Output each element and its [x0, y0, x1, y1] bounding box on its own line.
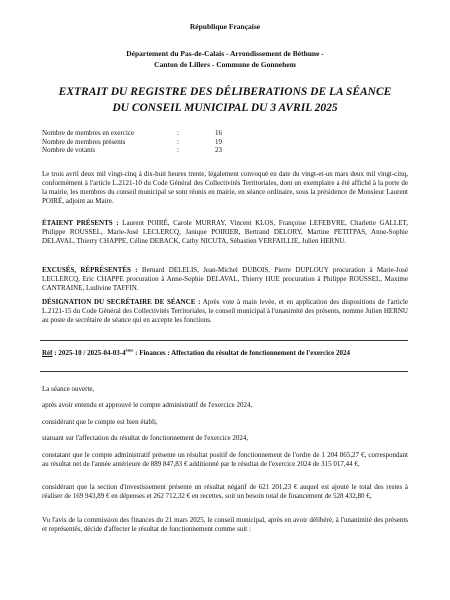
ref-value: : 2025-10 / 2025-04-03-4	[52, 349, 126, 357]
department-line-1: Département du Pas-de-Calais - Arrondissement de Béthune -	[126, 49, 324, 58]
department-line-2: Canton de Lillers - Commune de Gonnehem	[154, 60, 296, 69]
ref-sup: ème	[125, 347, 134, 353]
separator-bottom	[40, 371, 408, 372]
members-label: Nombre de membres présents	[42, 137, 126, 146]
present-label: ÉTAIENT PRÉSENTS :	[42, 219, 119, 227]
body-line: considérant que le compte est bien établi,	[42, 418, 158, 426]
ref-after: :	[133, 349, 140, 357]
body-paragraph-result: constatant que le compte administratif présente un résultat positif de fonctionnement de l'ordre de 1 204 865,27 €, correspondant au résultat net de l'année antérieure de 889 847,83 € additionné par le résultat de l'exercice 2024 de 315 017,44 €,	[42, 451, 408, 468]
members-sep: :	[177, 137, 179, 146]
members-row	[42, 146, 222, 155]
separator-top	[40, 340, 408, 341]
members-value: 19	[215, 137, 222, 146]
body-line: La séance ouverte,	[42, 385, 95, 393]
excused-paragraph	[42, 266, 408, 293]
title-line-1: EXTRAIT DU REGISTRE DES DÉLIBERATIONS DE LA SÉANCE	[58, 86, 392, 98]
members-sep: :	[177, 129, 179, 137]
excused-list: Bernard DELELIS, Jean-Michel DUBOIS, Pierre DUPLOUY procuration à Marie-José LECLERCQ, Eric CHAPPE procuration à Anne-Sophie DELAVAL, Thierry HUE procuration à Philippe ROUSSEL, Maxime CANTRAINE, Ludivine TAFFIN.	[42, 266, 408, 292]
present-paragraph	[42, 219, 408, 246]
members-label: Nombre de membres en exercice	[42, 129, 135, 137]
members-row	[42, 129, 222, 138]
members-table	[42, 129, 222, 155]
secretary-label: DÉSIGNATION DU SECRÉTAIRE DE SÉANCE :	[42, 298, 201, 306]
secretary-text: Après vote à main levée, et en application des dispositions de l'article L.2121-15 du Code Général des Collectivités Territoriales, le conseil municipal à l'unanimité des présents, nomme Julien HERNU au poste de secrétaire de séance qui en accepte les fonctions.	[42, 298, 408, 324]
members-value: 16	[215, 129, 222, 137]
members-value: 23	[215, 146, 222, 154]
present-list: Laurent POIRÉ, Carole MURRAY, Vincent KLOS, Françoise LEFEBVRE, Charlette GALLET, Philippe ROUSSEL, Marie-José LECLERCQ, Janique POIRIER, Bertrand DELORY, Martine PETITPAS, Anne-Sophie DELAVAL, Thierry CHAPPE, Céline DEBACK, Cathy NICUTA, Sébastien VERFAILLIE, Julien HERNU.	[42, 219, 408, 245]
deliberation-subject: Finances : Affectation du résultat de fonctionnement de l'exercice 2024	[139, 349, 351, 357]
ref-label: Réf	[42, 349, 53, 357]
secretary-paragraph	[42, 298, 408, 325]
members-row	[42, 138, 222, 147]
body-paragraph-decision: Vu l'avis de la commission des finances du 21 mars 2025, le conseil municipal, après en avoir délibéré, à l'unanimité des présents et représentés, décide d'affecter le résultat de fonctionnement comme suit :	[42, 516, 408, 533]
body-line: après avoir entendu et approuvé le compte administratif de l'exercice 2024,	[42, 401, 253, 409]
body-paragraph-investment: considérant que la section d'investissement présente un résultat négatif de 621 201,23 € auquel est ajouté le total des restes à réaliser de 169 943,89 € en dépenses et 262 712,32 € en recettes, soit un besoin total de financement de 528 432,80 €,	[42, 483, 408, 500]
deliberation-reference	[42, 349, 408, 358]
republic-heading: République Française	[189, 22, 261, 31]
document-title	[0, 84, 450, 116]
title-line-2: DU CONSEIL MUNICIPAL DU 3 AVRIL 2025	[112, 102, 338, 114]
members-sep: :	[177, 146, 179, 154]
excused-label: EXCUSÉS, RÉPRÉSENTÉS :	[42, 266, 138, 274]
department-heading	[0, 48, 450, 70]
body-line: statuant sur l'affectation du résultat de fonctionnement de l'exercice 2024,	[42, 434, 249, 442]
members-label: Nombre de votants	[42, 146, 96, 154]
intro-paragraph: Le trois avril deux mil vingt-cinq à dix-huit heures trente, légalement convoqué en date du vingt-et-un mars deux mil vingt-cinq, conformément à l'article L.2121-10 du Code Général des Collectivités Territoriales, dont un exemplaire a été affiché à la porte de la mairie, les membres du conseil municipal se sont réunis en mairie, en séance ordinaire, sous la présidence de Monsieur Laurent POIRÉ, adjoint au Maire.	[42, 170, 408, 205]
